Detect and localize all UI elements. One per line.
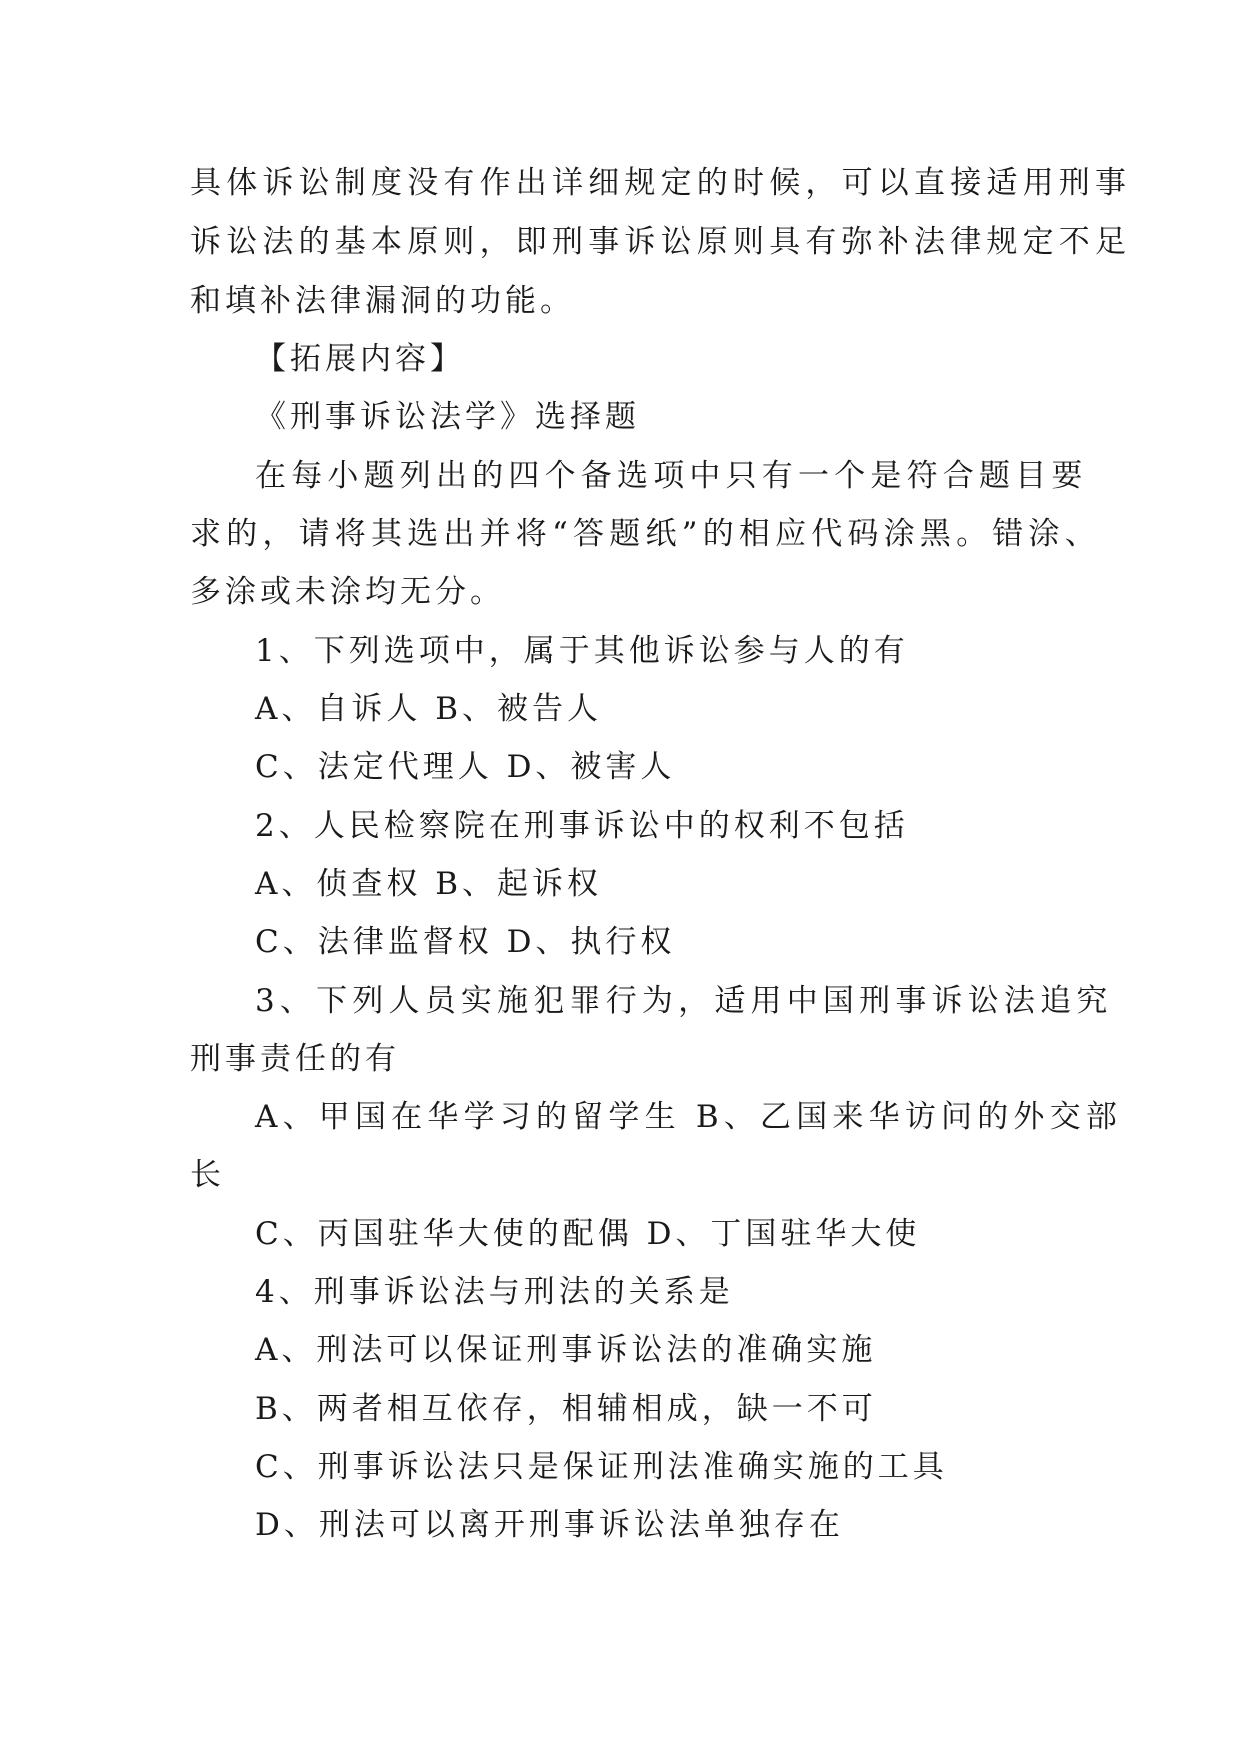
quiz-title: 《刑事诉讼法学》选择题: [255, 399, 640, 435]
paragraph-line: 诉讼法的基本原则，即刑事诉讼原则具有弥补法律规定不足: [190, 224, 1132, 260]
paragraph-line: 和填补法律漏洞的功能。: [190, 283, 575, 319]
section-heading: 【拓展内容】: [255, 341, 465, 377]
question-2-options-ab: A、侦查权 B、起诉权: [255, 866, 603, 902]
question-1-options-ab: A、自诉人 B、被告人: [255, 691, 603, 727]
instruction-line: 求的，请将其选出并将“答题纸”的相应代码涂黑。错涂、: [190, 516, 1101, 552]
question-3-options-cd: C、丙国驻华大使的配偶 D、丁国驻华大使: [255, 1216, 921, 1252]
question-4-option-a: A、刑法可以保证刑事诉讼法的准确实施: [255, 1332, 877, 1368]
question-2-options-cd: C、法律监督权 D、执行权: [255, 924, 676, 960]
question-4-option-b: B、两者相互依存，相辅相成，缺一不可: [255, 1391, 877, 1427]
question-4: 4、刑事诉讼法与刑法的关系是: [255, 1274, 734, 1310]
question-3-options-ab: A、甲国在华学习的留学生 B、乙国来华访问的外交部: [255, 1099, 1123, 1135]
question-2: 2、人民检察院在刑事诉讼中的权利不包括: [255, 808, 909, 844]
question-4-option-c: C、刑事诉讼法只是保证刑法准确实施的工具: [255, 1449, 948, 1485]
question-1-options-cd: C、法定代理人 D、被害人: [255, 749, 676, 785]
instruction-line: 在每小题列出的四个备选项中只有一个是符合题目要: [255, 458, 1088, 494]
question-4-option-d: D、刑法可以离开刑事诉讼法单独存在: [255, 1507, 844, 1543]
question-3-continued: 刑事责任的有: [190, 1041, 400, 1077]
paragraph-line: 具体诉讼制度没有作出详细规定的时候，可以直接适用刑事: [190, 165, 1132, 201]
question-3-options-ab-continued: 长: [190, 1157, 225, 1193]
instruction-line: 多涂或未涂均无分。: [190, 574, 505, 610]
question-1: 1、下列选项中，属于其他诉讼参与人的有: [255, 633, 909, 669]
question-3: 3、下列人员实施犯罪行为，适用中国刑事诉讼法追究: [255, 983, 1113, 1019]
